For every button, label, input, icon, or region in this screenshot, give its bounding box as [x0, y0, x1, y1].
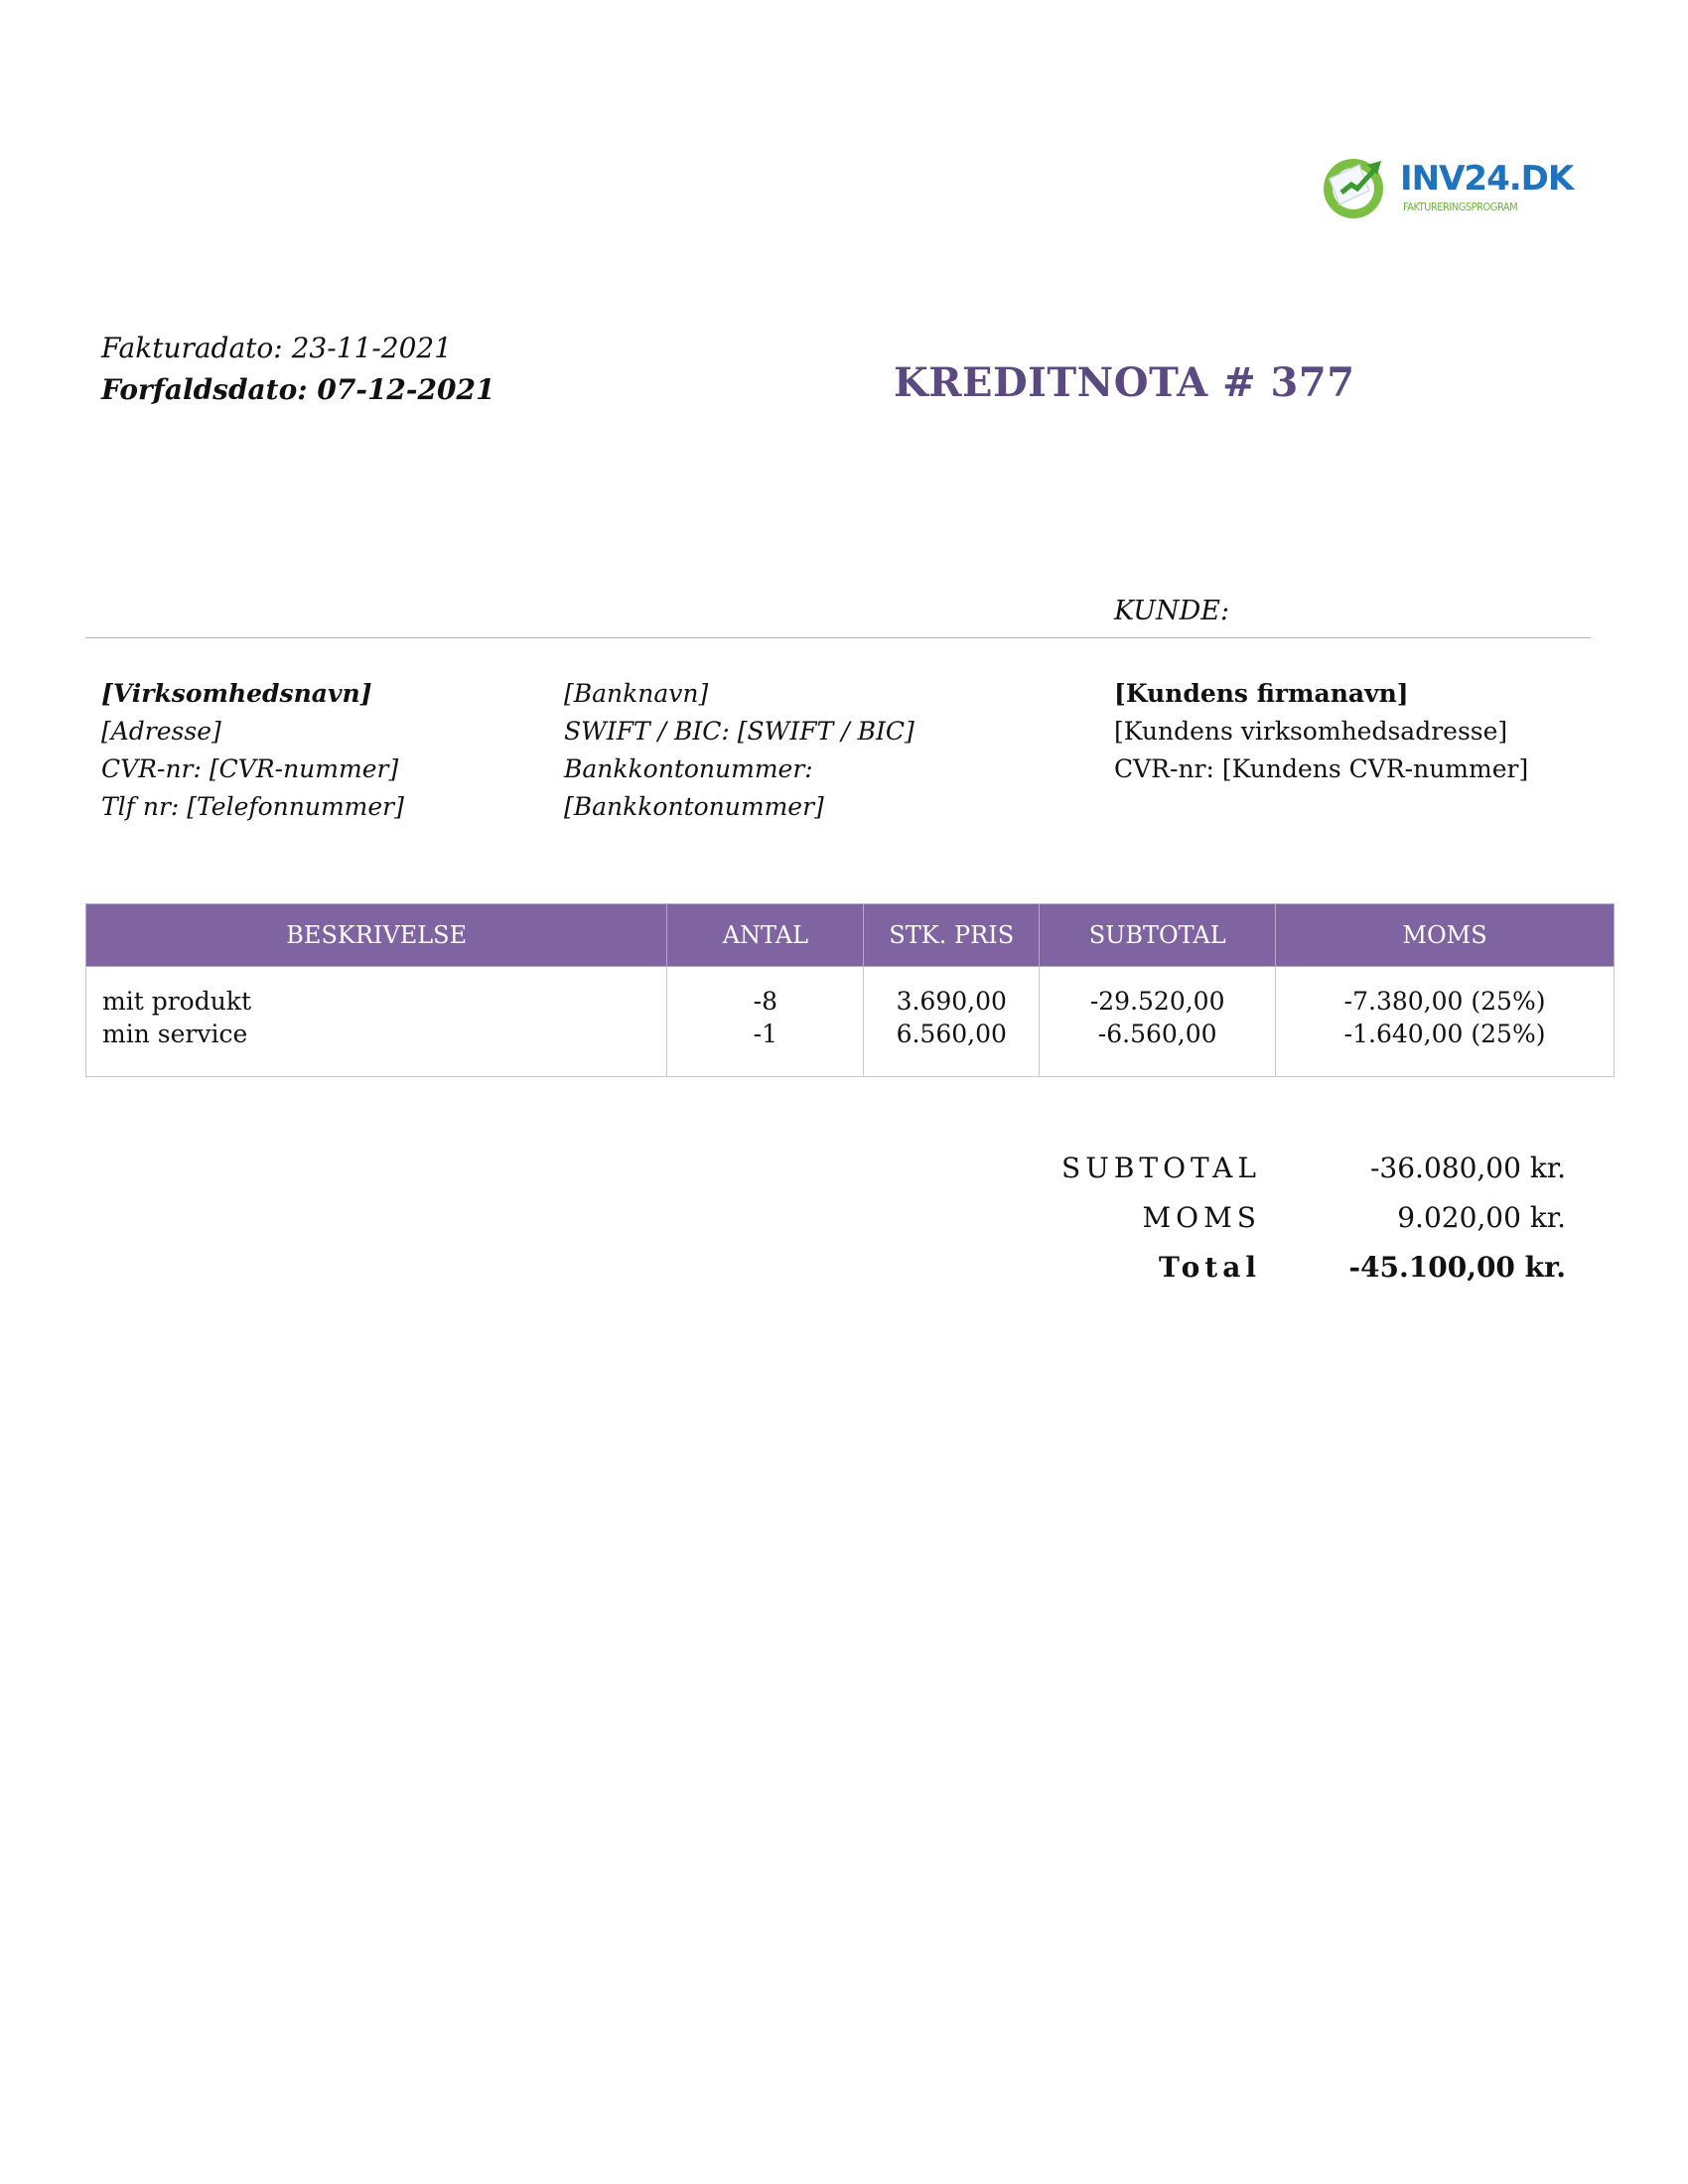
line-vat: -1.640,00 (25%) [1343, 1020, 1546, 1048]
header-description: BESKRIVELSE [86, 904, 667, 967]
line-unit-price: 3.690,00 [896, 987, 1007, 1016]
subtotal-label: SUBTOTAL [1061, 1152, 1261, 1184]
logo-mark-icon [1316, 149, 1395, 228]
header-quantity: ANTAL [667, 904, 864, 967]
bank-account-label: Bankkontonummer: [564, 754, 813, 783]
header-subtotal: SUBTOTAL [1040, 904, 1276, 967]
table-row [86, 967, 1615, 1077]
line-unit-price: 6.560,00 [896, 1020, 1007, 1048]
line-vat: -7.380,00 (25%) [1343, 987, 1546, 1016]
line-subtotal: -29.520,00 [1089, 987, 1225, 1016]
logo-subtitle: FAKTURERINGSPROGRAM [1403, 201, 1518, 213]
divider [85, 637, 1591, 638]
line-quantity: -8 [753, 987, 778, 1016]
customer-address: [Kundens virksomhedsadresse] [1114, 717, 1508, 746]
total-label: Total [1158, 1251, 1261, 1284]
vat-label: MOMS [1142, 1201, 1261, 1234]
vat-cell [1276, 967, 1615, 1077]
line-quantity: -1 [753, 1020, 778, 1048]
total-row [993, 1251, 1589, 1300]
table-header-row [86, 904, 1615, 967]
seller-name: [Virksomhedsnavn] [101, 679, 372, 708]
seller-phone: Tlf nr: [Telefonnummer] [101, 792, 404, 821]
customer-cvr: CVR-nr: [Kundens CVR-nummer] [1114, 754, 1529, 783]
seller-cvr: CVR-nr: [CVR-nummer] [101, 754, 399, 783]
unit-price-cell [864, 967, 1040, 1077]
header-vat: MOMS [1276, 904, 1615, 967]
line-description: min service [102, 1020, 248, 1048]
quantity-cell [667, 967, 864, 1077]
vat-row [993, 1201, 1589, 1251]
customer-label: KUNDE: [1114, 596, 1230, 626]
customer-name: [Kundens firmanavn] [1114, 679, 1409, 708]
bank-name: [Banknavn] [564, 679, 709, 708]
line-items-table [85, 903, 1615, 1077]
seller-info [101, 675, 404, 826]
line-subtotal: -6.560,00 [1097, 1020, 1217, 1048]
seller-address: [Adresse] [101, 717, 221, 746]
description-cell [86, 967, 667, 1077]
totals-summary [993, 1152, 1589, 1300]
total-value: -45.100,00 kr. [1348, 1251, 1566, 1284]
line-description: mit produkt [102, 987, 251, 1016]
bank-info [564, 675, 914, 826]
invoice-dates [101, 328, 494, 411]
company-logo [1316, 149, 1574, 228]
invoice-date: Fakturadato: 23-11-2021 [101, 332, 453, 364]
due-date: Forfaldsdato: 07-12-2021 [101, 373, 495, 406]
customer-info [1114, 675, 1528, 788]
document-title: KREDITNOTA # 377 [894, 359, 1355, 406]
bank-account: [Bankkontonummer] [564, 792, 824, 821]
subtotal-cell [1040, 967, 1276, 1077]
logo-text: INV24.DK [1400, 159, 1574, 199]
subtotal-value: -36.080,00 kr. [1369, 1152, 1566, 1184]
bank-swift: SWIFT / BIC: [SWIFT / BIC] [564, 717, 914, 746]
subtotal-row [993, 1152, 1589, 1201]
vat-value: 9.020,00 kr. [1397, 1201, 1566, 1234]
header-unit-price: STK. PRIS [864, 904, 1040, 967]
